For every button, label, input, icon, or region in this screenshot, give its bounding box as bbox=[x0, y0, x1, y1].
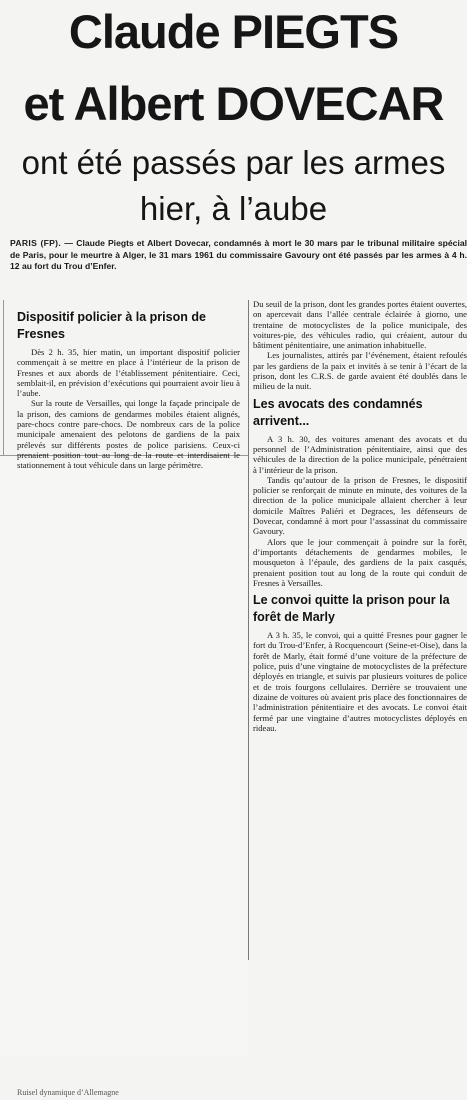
paragraph: Les journalistes, attirés par l’événement, étaient refoulés par les gardiens de la paix et invités à se tenir à l’écart de la prison, dont les C.R.S. de garde avaient été doublés dans le milieu de la nuit. bbox=[253, 350, 467, 392]
dateline: PARIS (FP). — bbox=[10, 238, 74, 248]
paragraph: A 3 h. 35, le convoi, qui a quitté Fresnes pour gagner le fort du Trou-d’Enfer, à Rocquencourt (Seine-et-Oise), dans la forêt de Marly, était formé d’une voiture de la préfecture de police, puis d’une vingtaine de motocyclistes de la préfecture déployés en triangle, et suivis par plusieurs voitures de police et de trois fourgons cellulaires. Derrière se trouvaient une dizaine de voitures où avaient pris place des fonctionnaires de l’administration pénitentiaire et des avocats. Le convoi était fermé par une vingtaine d’autres motocyclistes déployés en rideau. bbox=[253, 630, 467, 733]
footer-fragment: Ruisel dynamique d’Allemagne bbox=[17, 1088, 119, 1097]
paragraph: Du seuil de la prison, dont les grandes portes étaient ouvertes, on apercevait dans l’allée centrale éclairée à giorno, une trentaine de motocyclistes de la police municipale, des voitures-pie, des véhicules radio, qui créaient, autour du bâtiment pénitentiaire, une animation inhabituelle. bbox=[253, 299, 467, 351]
headline-line-2: et Albert DOVECAR bbox=[23, 77, 444, 130]
paragraph: Alors que le jour commençait à poindre sur la forêt, d’importants détachements de gendarmes mobiles, le mousqueton à l’épaule, des gardiens de la paix casqués, prenaient position tout au long de la route qui conduit de Fresnes à Versailles. bbox=[253, 536, 467, 588]
subhead-avocats: Les avocats des condamnés arrivent... bbox=[253, 396, 423, 428]
headline-line-3: ont été passés par les armes bbox=[21, 144, 446, 181]
subhead-dispositif: Dispositif policier à la prison de Fresnes bbox=[17, 310, 206, 341]
lead-paragraph bbox=[10, 238, 467, 273]
headline-line-4: hier, à l’aube bbox=[139, 190, 328, 227]
subhead-convoi: Le convoi quitte la prison pour la forêt de Marly bbox=[253, 593, 450, 625]
paragraph: Dès 2 h. 35, hier matin, un important dispositif policier commençait à se mettre en place à l’intérieur de la prison de Fresnes et aux abords de l’établissement pénitentiaire. Ceci, semblait-il, en prévision d’exécutions qui pourraient avoir lieu à l’aube. bbox=[17, 347, 240, 399]
paragraph: Tandis qu’autour de la prison de Fresnes, le dispositif policier se renforçait de minute en minute, des voitures de la direction de la police municipale allaient chercher à leur domicile Maîtres Paliéri et Degraces, les défenseurs de Dovecar, condamné à mort pour l’assassinat du commissaire Gavoury. bbox=[253, 474, 467, 537]
column-left bbox=[17, 305, 240, 471]
column-right bbox=[253, 299, 467, 733]
paragraph: Sur la route de Versailles, qui longe la façade principale de la prison, des camions de gendarmes mobiles étaient alignés, pare-chocs contre pare-chocs. De nombreux cars de la police municipale amenaient des pelotons de gardiens de la paix prélevés sur différents postes de police parisiens. Ceux-ci prenaient position tout au long de la route et interdisaient le stationnement à tout véhicule dans un large périmètre. bbox=[17, 398, 240, 471]
column-rule bbox=[248, 300, 249, 960]
headline-line-1: Claude PIEGTS bbox=[68, 5, 399, 58]
column-rule-left bbox=[3, 300, 4, 455]
paragraph: A 3 h. 30, des voitures amenant des avocats et du personnel de l’Administration pénitentiaire, ainsi que des véhicules de la direction de la police municipale, pénétraient à l’intérieur de la prison. bbox=[253, 433, 467, 475]
blank-area bbox=[0, 456, 248, 1056]
lead-text: Claude Piegts et Albert Dovecar, condamnés à mort le 30 mars par le tribunal militaire spécial de Paris, pour le meurtre à Alger, le 31 mars 1961 du commissaire Gavoury ont été passés par les armes à 4 h. 12 au fort du Trou d’Enfer. bbox=[10, 238, 467, 272]
